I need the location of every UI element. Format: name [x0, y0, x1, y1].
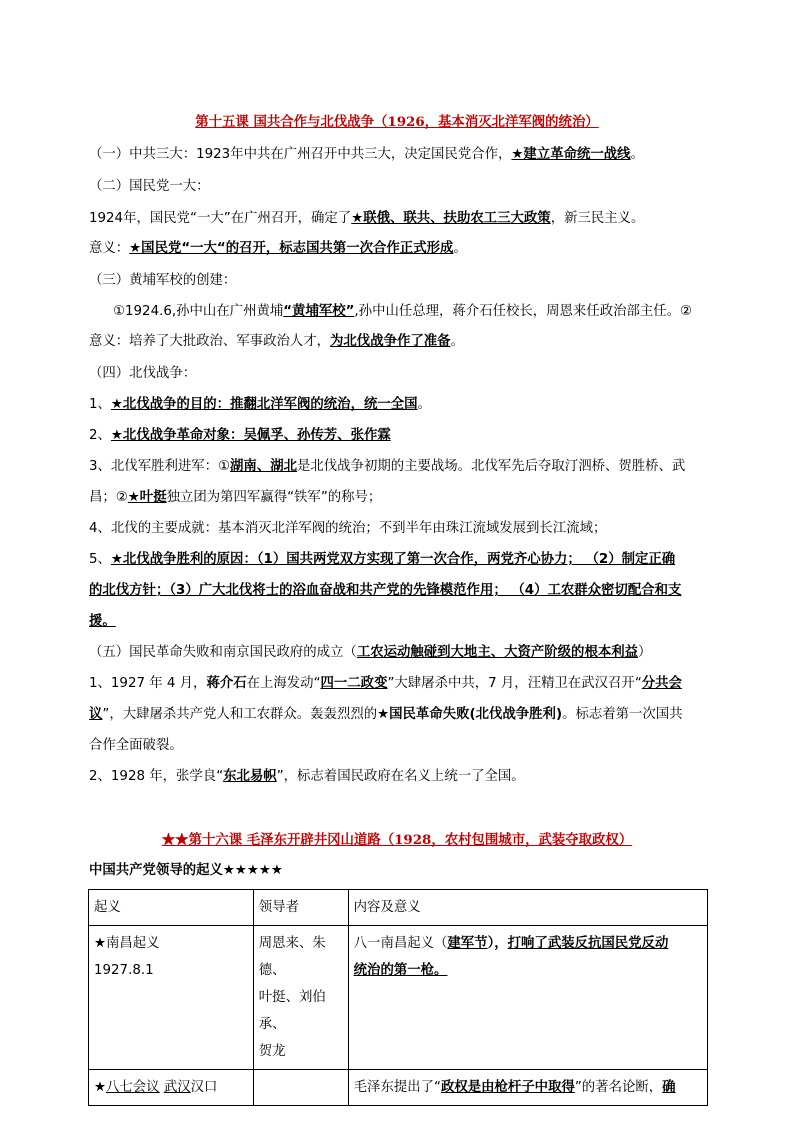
section-4-item-5-line-1: 5、★北伐战争胜利的原因：（1）国共两党双方实现了第一次合作，两党齐心协力； （2）制定正确 — [89, 552, 676, 567]
section-4-item-3-line-1: 3、北伐军胜利进军：①湖南、湖北是北伐战争初期的主要战场。北伐军先后夺取汀泗桥、贺胜桥、武 — [89, 459, 686, 474]
section-4-item-5-line-3: 援。 — [89, 614, 116, 629]
cell-uprising: ★八七会议 武汉汉口 — [89, 1070, 254, 1106]
section-5-item-1-line-3: 合作全面破裂。 — [89, 738, 183, 753]
table-header-row — [89, 890, 708, 926]
section-4-item-5-line-2: 的北伐方针；（3）广大北伐将士的浴血奋战和共产党的先锋模范作用； （4）工农群众密切配合和支 — [89, 583, 682, 598]
lesson-15-title: 第十五课 国共合作与北伐战争（1926，基本消灭北洋军阀的统治） — [195, 114, 599, 130]
section-4-item-2: 2、★北伐战争革命对象：吴佩孚、孙传芳、张作霖 — [89, 428, 391, 443]
cell-content: 毛泽东提出了“政权是由枪杆子中取得”的著名论断，确 — [348, 1070, 707, 1106]
section-2-meaning: 意义：★国民党“一大“的召开，标志国共第一次合作正式形成。 — [89, 241, 467, 256]
cell-uprising: ★南昌起义 1927.8.1 — [89, 926, 254, 1070]
header-uprising: 起义 — [89, 890, 254, 926]
section-2-text: 1924年，国民党“一大”在广州召开，确定了★联俄、联共、扶助农工三大政策，新三民主义。 — [89, 211, 645, 226]
section-4-heading: （四）北伐战争： — [89, 366, 197, 381]
header-leaders: 领导者 — [253, 890, 348, 926]
header-content: 内容及意义 — [348, 890, 707, 926]
section-3-line-1: ①1924.6,孙中山在广州黄埔“黄埔军校”,孙中山任总理，蒋介石任校长，周恩来任政治部主任。② — [113, 304, 693, 319]
table-row — [89, 1070, 708, 1106]
cell-leaders — [253, 1070, 348, 1106]
section-5-item-2: 2、1928 年，张学良“东北易帜”，标志着国民政府在名义上统一了全国。 — [89, 769, 525, 784]
uprisings-table — [88, 889, 708, 1106]
lesson-16-title: ★★第十六课 毛泽东开辟井冈山道路（1928，农村包围城市，武装夺取政权） — [161, 832, 633, 848]
section-5-item-1-line-2: 议”，大肆屠杀共产党人和工农群众。轰轰烈烈的★国民革命失败(北伐战争胜利)。标志着第一次国共 — [89, 707, 683, 722]
cell-content: 八一南昌起义（建军节），打响了武装反抗国民党反动 统治的第一枪。 — [348, 926, 707, 1070]
cell-leaders: 周恩来、朱德、 叶挺、刘伯承、 贺龙 — [253, 926, 348, 1070]
section-3-line-2: 意义：培养了大批政治、军事政治人才，为北伐战争作了准备。 — [89, 334, 464, 349]
section-3-heading: （三）黄埔军校的创建： — [89, 273, 237, 288]
section-4-item-1: 1、★北伐战争的目的：推翻北洋军阀的统治，统一全国。 — [89, 397, 431, 412]
table-caption: 中国共产党领导的起义★★★★★ — [89, 863, 283, 878]
section-2-heading: （二）国民党一大： — [89, 179, 210, 194]
table-row — [89, 926, 708, 1070]
section-4-item-3-line-2: 昌；②★叶挺独立团为第四军赢得“铁军”的称号； — [89, 490, 382, 505]
section-4-item-4: 4、北伐的主要成就：基本消灭北洋军阀的统治；不到半年由珠江流域发展到长江流域； — [89, 521, 607, 536]
section-5-heading: （五）国民革命失败和南京国民政府的成立（工农运动触碰到大地主、大资产阶级的根本利益） — [89, 645, 652, 660]
section-1: （一）中共三大：1923年中共在广州召开中共三大，决定国民党合作，★建立革命统一战线。 — [89, 147, 644, 162]
section-5-item-1-line-1: 1、1927 年 4 月，蒋介石在上海发动“四一二政变”大肆屠杀中共，7 月，汪精卫在武汉召开“分共会 — [89, 676, 682, 691]
